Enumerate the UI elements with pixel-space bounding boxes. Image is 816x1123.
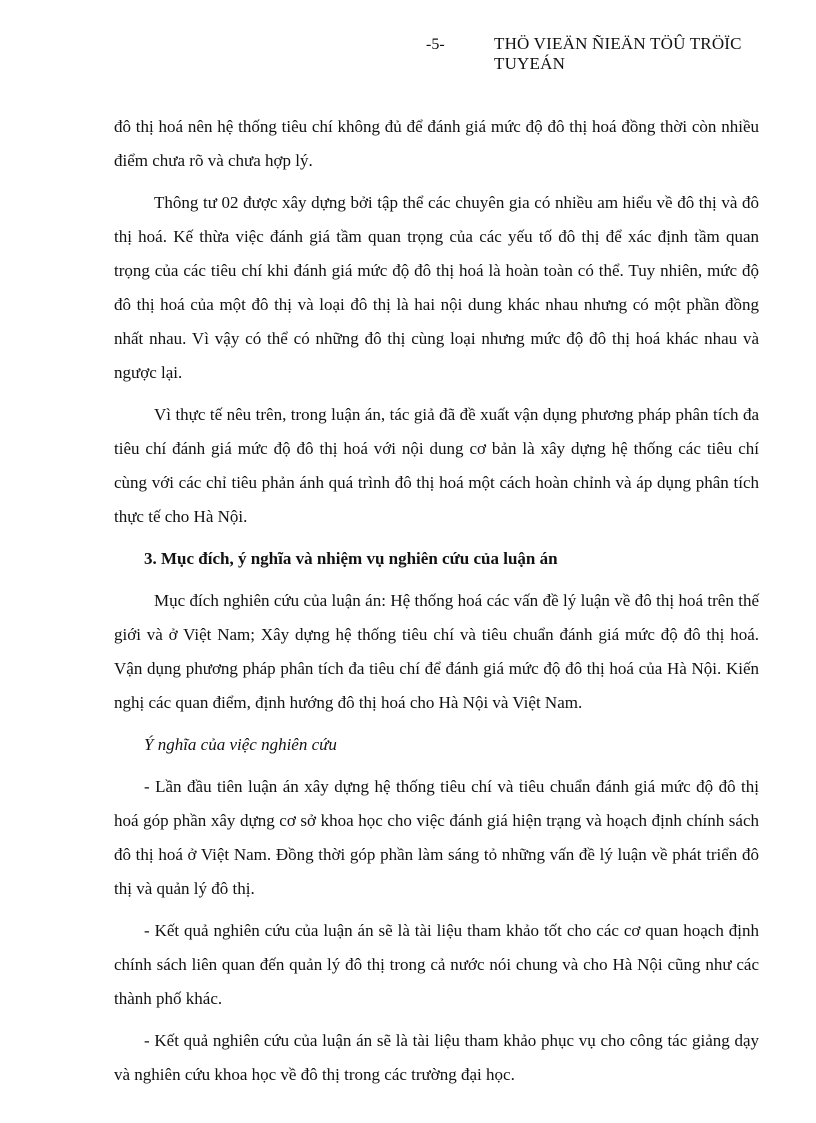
- paragraph-proposal: Vì thực tế nêu trên, trong luận án, tác giả đã đề xuất vận dụng phương pháp phân tích đa tiêu chí đánh giá mức độ đô thị hoá với nội dung cơ bản là xây dựng hệ thống các tiêu chí cùng với các chỉ tiêu phản ánh quá trình đô thị hoá một cách hoàn chỉnh và áp dụng phân tích thực tế cho Hà Nội.: [114, 405, 759, 526]
- section-heading-3: 3. Mục đích, ý nghĩa và nhiệm vụ nghiên cứu của luận án: [144, 549, 558, 568]
- paragraph-continuation: đô thị hoá nên hệ thống tiêu chí không đủ để đánh giá mức độ đô thị hoá đồng thời còn nhiều điểm chưa rõ và chưa hợp lý.: [114, 117, 759, 170]
- page-number: -5-: [426, 36, 445, 53]
- bullet-item-3: - Kết quả nghiên cứu của luận án sẽ là tài liệu tham khảo phục vụ cho công tác giảng dạy và nghiên cứu khoa học về đô thị trong các trường đại học.: [114, 1031, 759, 1084]
- document-body: [114, 110, 759, 1100]
- page-header: [0, 34, 816, 73]
- bullet-item-1: - Lần đầu tiên luận án xây dựng hệ thống tiêu chí và tiêu chuẩn đánh giá mức độ đô thị hoá góp phần xây dựng cơ sở khoa học cho việc đánh giá hiện trạng và hoạch định chính sách đô thị hoá ở Việt Nam. Đồng thời góp phần làm sáng tỏ những vấn đề lý luận về phát triển đô thị và quản lý đô thị.: [114, 777, 759, 898]
- subheading-significance: Ý nghĩa của việc nghiên cứu: [144, 735, 337, 754]
- paragraph-research-purpose: Mục đích nghiên cứu của luận án: Hệ thống hoá các vấn đề lý luận về đô thị hoá trên thế giới và ở Việt Nam; Xây dựng hệ thống tiêu chí và tiêu chuẩn đánh giá mức độ đô thị hoá. Vận dụng phương pháp phân tích đa tiêu chí để đánh giá mức độ đô thị hoá của Hà Nội. Kiến nghị các quan điểm, định hướng đô thị hoá cho Hà Nội và Việt Nam.: [114, 591, 759, 712]
- bullet-item-2: - Kết quả nghiên cứu của luận án sẽ là tài liệu tham khảo tốt cho các cơ quan hoạch định chính sách liên quan đến quản lý đô thị trong cả nước nói chung và cho Hà Nội cũng như các thành phố khác.: [114, 921, 759, 1008]
- paragraph-circular-02: Thông tư 02 được xây dựng bởi tập thể các chuyên gia có nhiều am hiểu về đô thị và đô thị hoá. Kế thừa việc đánh giá tầm quan trọng của các yếu tố đô thị để xác định tầm quan trọng của các tiêu chí khi đánh giá mức độ đô thị hoá là hoàn toàn có thể. Tuy nhiên, mức độ đô thị hoá của một đô thị và loại đô thị là hai nội dung khác nhau nhưng có một phần đồng nhất nhau. Vì vậy có thể có những đô thị cùng loại nhưng mức độ đô thị hoá khác nhau và ngược lại.: [114, 193, 759, 382]
- library-site-name: THÖ VIEÄN ÑIEÄN TÖÛ TRÖÏC TUYEÁN: [494, 34, 742, 73]
